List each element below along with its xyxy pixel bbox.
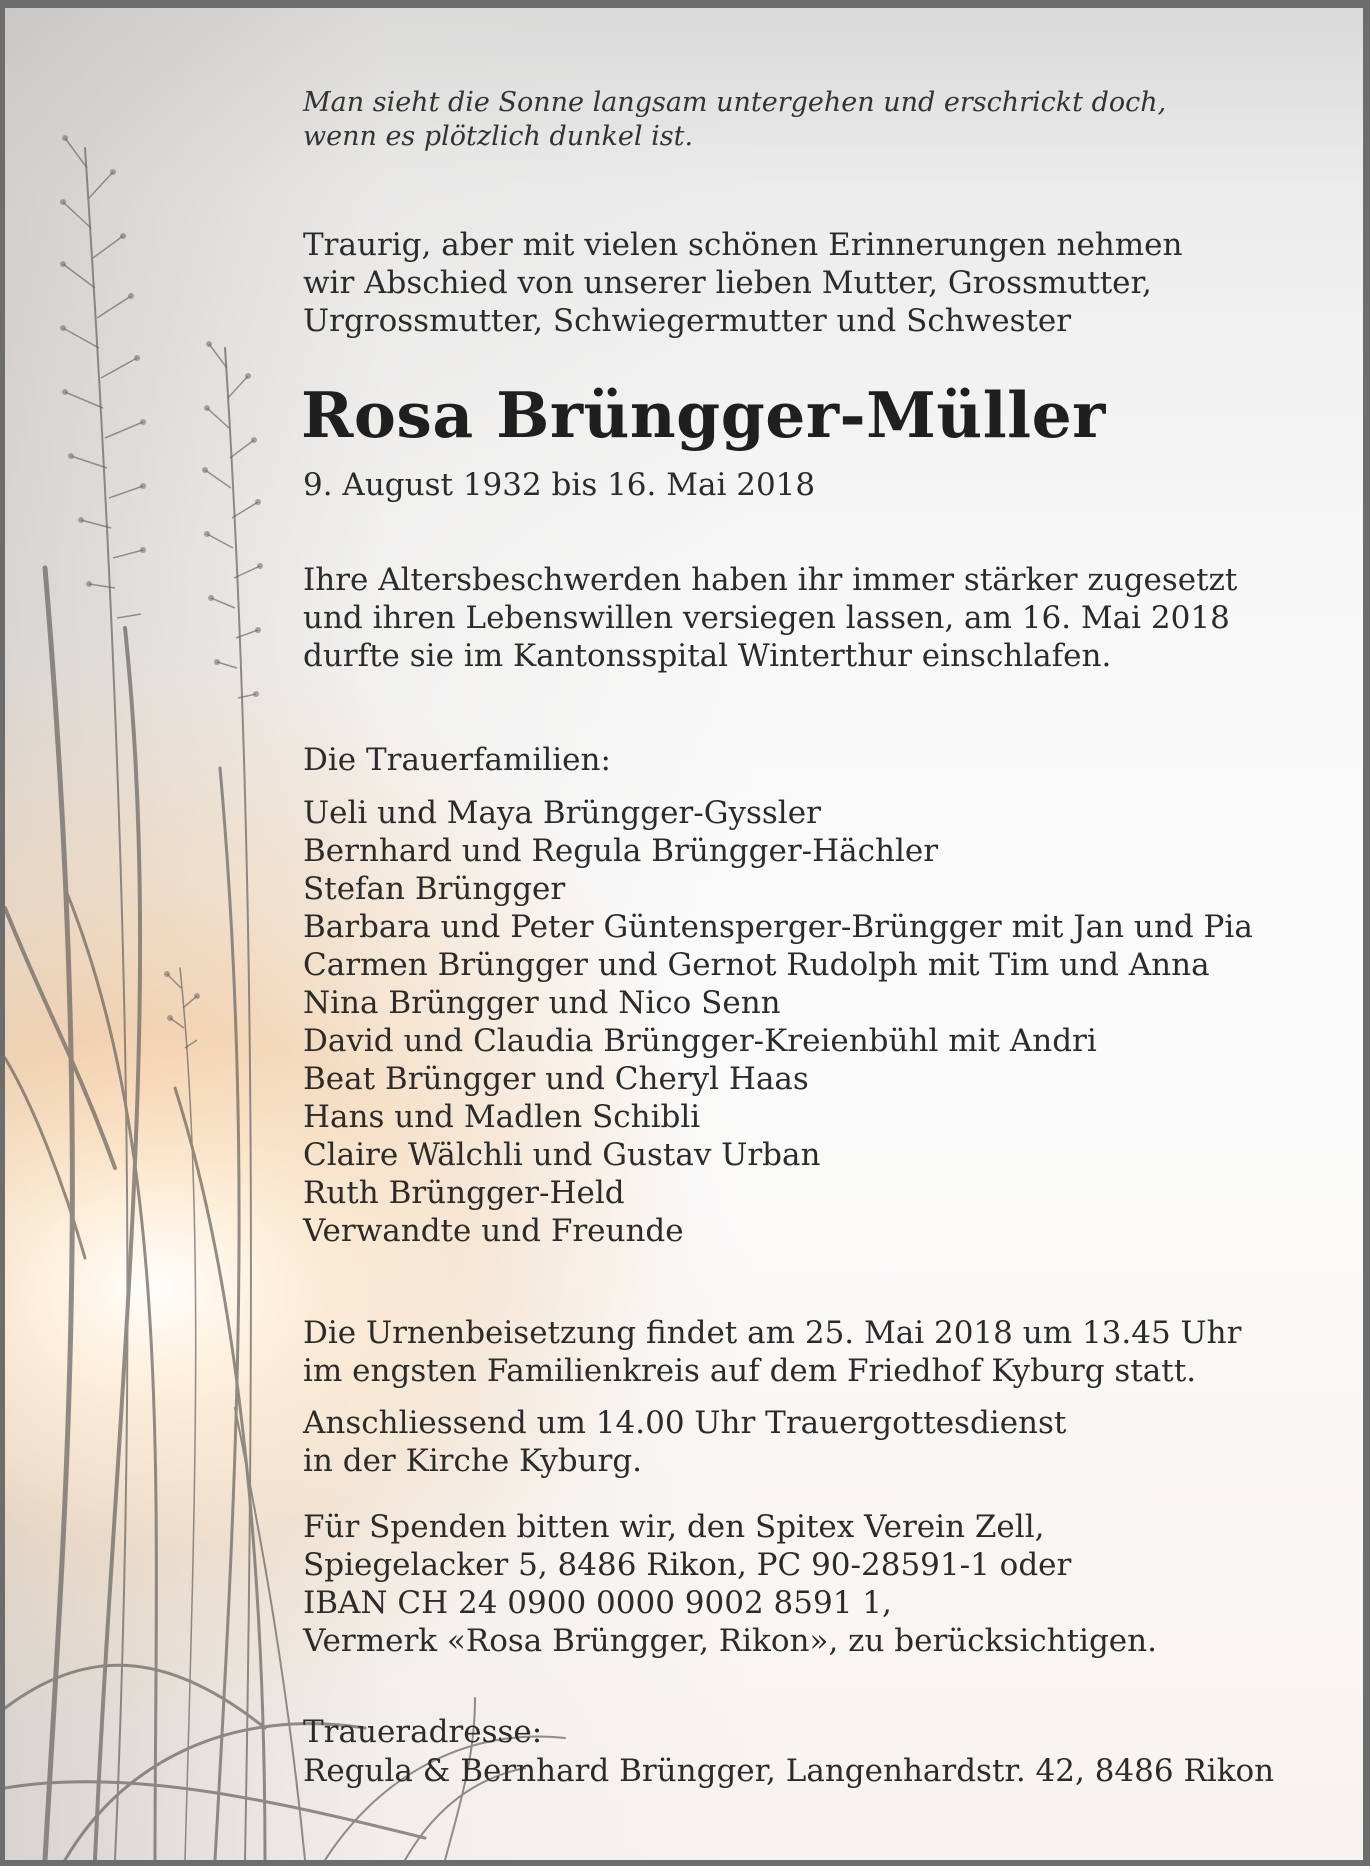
families-heading: Die Trauerfamilien: <box>303 742 611 778</box>
family-member: Claire Wälchli und Gustav Urban <box>303 1137 821 1173</box>
burial-paragraph <box>303 1314 1241 1390</box>
donation-line: Für Spenden bitten wir, den Spitex Verein Zell, <box>303 1509 1045 1545</box>
memorial-quote <box>303 86 1166 154</box>
family-member: Ueli und Maya Brüngger-Gyssler <box>303 795 821 831</box>
intro-paragraph <box>303 226 1182 340</box>
family-member: Nina Brüngger und Nico Senn <box>303 985 781 1021</box>
intro-line: Urgrossmutter, Schwiegermutter und Schwester <box>303 303 1072 339</box>
burial-line: Die Urnenbeisetzung findet am 25. Mai 2018 um 13.45 Uhr <box>303 1315 1242 1351</box>
family-member: Bernhard und Regula Brüngger-Hächler <box>303 833 939 869</box>
burial-line: im engsten Familienkreis auf dem Friedhof Kyburg statt. <box>303 1353 1197 1389</box>
family-member: Ruth Brüngger-Held <box>303 1175 625 1211</box>
intro-line: wir Abschied von unserer lieben Mutter, Grossmutter, <box>303 265 1152 301</box>
family-member: Stefan Brüngger <box>303 871 566 907</box>
deceased-name: Rosa Brüngger-Müller <box>301 378 1106 452</box>
mourning-address: Regula & Bernhard Brüngger, Langenhardstr. 42, 8486 Rikon <box>303 1753 1275 1789</box>
service-line: in der Kirche Kyburg. <box>303 1443 643 1479</box>
passing-line: Ihre Altersbeschwerden haben ihr immer stärker zugesetzt <box>303 562 1238 598</box>
address-label: Traueradresse: <box>303 1714 543 1750</box>
family-member: David und Claudia Brüngger-Kreienbühl mit Andri <box>303 1023 1097 1059</box>
passing-paragraph <box>303 561 1237 675</box>
service-line: Anschliessend um 14.00 Uhr Trauergottesdienst <box>303 1405 1067 1441</box>
family-member: Verwandte und Freunde <box>303 1213 684 1249</box>
service-paragraph <box>303 1404 1066 1480</box>
passing-line: durfte sie im Kantonsspital Winterthur einschlafen. <box>303 638 1112 674</box>
donation-line: IBAN CH 24 0900 0000 9002 8591 1, <box>303 1585 892 1621</box>
families-list <box>303 794 1253 1250</box>
quote-line: wenn es plötzlich dunkel ist. <box>303 121 694 152</box>
family-member: Beat Brüngger und Cheryl Haas <box>303 1061 809 1097</box>
donation-paragraph <box>303 1508 1157 1660</box>
family-member: Hans und Madlen Schibli <box>303 1099 701 1135</box>
family-member: Barbara und Peter Güntensperger-Brüngger mit Jan und Pia <box>303 909 1253 945</box>
quote-line: Man sieht die Sonne langsam untergehen und erschrickt doch, <box>303 87 1167 118</box>
family-member: Carmen Brüngger und Gernot Rudolph mit Tim und Anna <box>303 947 1210 983</box>
donation-line: Spiegelacker 5, 8486 Rikon, PC 90-28591-1 oder <box>303 1547 1072 1583</box>
obituary-page <box>5 8 1363 1860</box>
donation-line: Vermerk «Rosa Brüngger, Rikon», zu berücksichtigen. <box>303 1623 1157 1659</box>
intro-line: Traurig, aber mit vielen schönen Erinnerungen nehmen <box>303 227 1183 263</box>
passing-line: und ihren Lebenswillen versiegen lassen, am 16. Mai 2018 <box>303 600 1230 636</box>
life-dates: 9. August 1932 bis 16. Mai 2018 <box>303 467 816 503</box>
